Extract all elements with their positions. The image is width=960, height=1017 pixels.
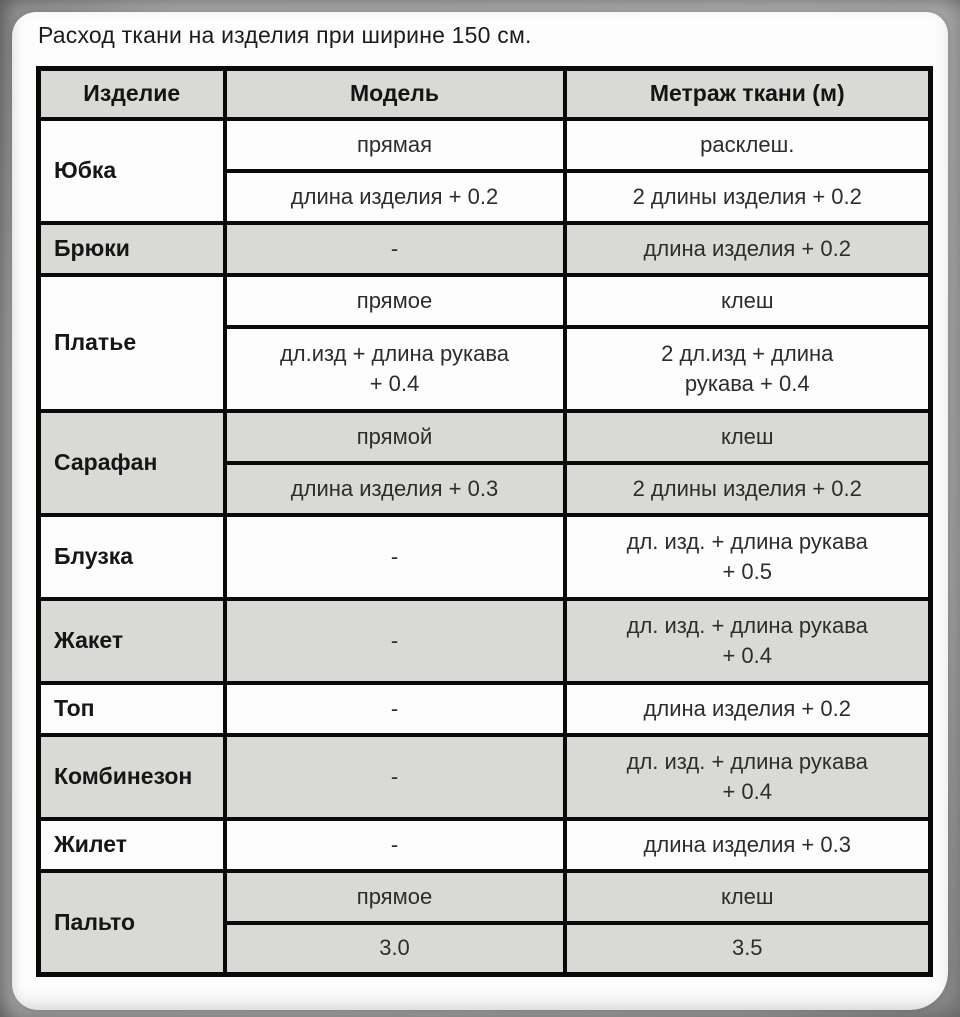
meterage-cell: расклеш. [565,119,931,171]
meterage-cell [565,735,931,819]
formula-text: дл. изд. + длина рукава + 0.4 [626,748,868,804]
table-row [39,515,931,599]
document-card [12,12,948,1010]
model-cell: - [225,735,565,819]
formula-text: 2 дл.изд + длина рукава + 0.4 [661,340,834,396]
meterage-cell: длина изделия + 0.3 [565,819,931,871]
table-row [39,599,931,683]
model-cell: прямой [225,411,565,463]
product-name-trousers: Брюки [39,223,225,275]
model-cell [225,327,565,411]
table-row [39,735,931,819]
model-cell: - [225,223,565,275]
model-cell: - [225,683,565,735]
model-cell: 3.0 [225,923,565,975]
formula-text: дл. изд. + длина рукава + 0.4 [626,612,868,668]
meterage-cell [565,599,931,683]
model-cell: прямое [225,871,565,923]
product-name-jacket: Жакет [39,599,225,683]
table-row [39,871,931,923]
table-header-row [39,69,931,119]
meterage-cell: 2 длины изделия + 0.2 [565,171,931,223]
product-name-jumpsuit: Комбинезон [39,735,225,819]
model-cell: прямое [225,275,565,327]
page-title: Расход ткани на изделия при ширине 150 см. [38,22,532,48]
column-header-product: Изделие [39,69,225,119]
table-row [39,119,931,171]
table-row [39,411,931,463]
table-row [39,683,931,735]
product-name-top: Топ [39,683,225,735]
column-header-meterage: Метраж ткани (м) [565,69,931,119]
model-cell: - [225,819,565,871]
meterage-cell: длина изделия + 0.2 [565,683,931,735]
formula-text: дл.изд + длина рукава + 0.4 [279,340,510,396]
model-cell: прямая [225,119,565,171]
meterage-cell [565,327,931,411]
meterage-cell: клеш [565,275,931,327]
formula-text: дл. изд. + длина рукава + 0.5 [626,528,868,584]
table-row [39,275,931,327]
product-name-blouse: Блузка [39,515,225,599]
meterage-cell: 2 длины изделия + 0.2 [565,463,931,515]
table-row [39,223,931,275]
meterage-cell: длина изделия + 0.2 [565,223,931,275]
model-cell: - [225,599,565,683]
product-name-sundress: Сарафан [39,411,225,515]
model-cell: длина изделия + 0.2 [225,171,565,223]
meterage-cell: клеш [565,871,931,923]
table-row [39,819,931,871]
fabric-consumption-table [36,66,933,977]
product-name-skirt: Юбка [39,119,225,223]
meterage-cell: 3.5 [565,923,931,975]
model-cell: длина изделия + 0.3 [225,463,565,515]
model-cell: - [225,515,565,599]
meterage-cell [565,515,931,599]
product-name-coat: Пальто [39,871,225,975]
column-header-model: Модель [225,69,565,119]
meterage-cell: клеш [565,411,931,463]
product-name-dress: Платье [39,275,225,411]
product-name-vest: Жилет [39,819,225,871]
